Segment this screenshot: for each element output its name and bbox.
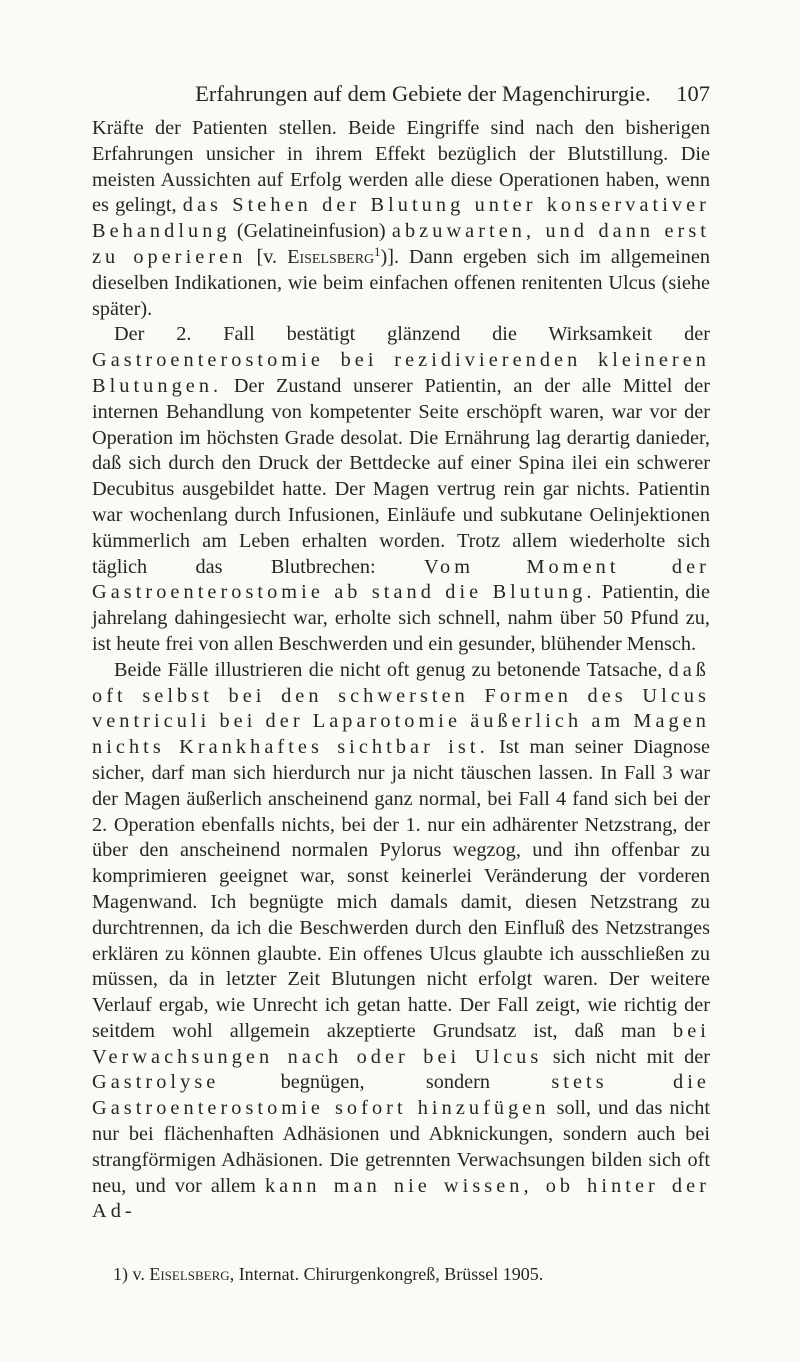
- emphasis-spaced: das Stehen der Blutung unter konservativer Behandlung: [92, 194, 710, 243]
- text-run: [v.: [246, 245, 288, 268]
- paragraph-2: [92, 322, 710, 657]
- emphasis-spaced: Vom Moment der Gastroenterostomie ab stand die Blutung.: [92, 555, 710, 604]
- text-run: sich nicht mit der: [542, 1045, 710, 1068]
- text-run: Der Zustand unserer Patientin, an der alle Mittel der internen Behandlung von kompetenter Seite erschöpft waren, war vor der Operation im höchsten Grade desolat. Die Ernährung lag derartig danieder, daß sich durch den Druck der Bettdecke auf einer Spina ilei ein schwerer Decubitus ausgebildet hatte. Der Magen vertrug rein gar nichts. Patientin war wochenlang durch Infusionen, Einläufe und subkutane Oelinjektionen kümmerlich am Leben erhalten worden. Trotz allem wiederholte sich täglich das Blutbrechen:: [92, 374, 710, 578]
- text-run: Ist man seiner Diagnose sicher, darf man sich hierdurch nur ja nicht täuschen lassen. In Fall 3 war der Magen äußerlich anscheinend ganz normal, bei Fall 4 fand sich bei der 2. Operation ebenfalls nichts, bei der 1. nur ein adhärenter Netzstrang, der über den anscheinend normalen Pylorus wegzog, und ihn offenbar zu komprimieren geeignet war, sonst keinerlei Veränderung der vorderen Magenwand. Ich begnügte mich damals damit, diesen Netzstrang zu durchtrennen, da ich die Beschwerden durch den Einfluß des Netzstranges erklären zu können glaubte. Ein offenes Ulcus glaubte ich ausschließen zu müssen, da in letzter Zeit Blutungen nicht erfolgt waren. Der weitere Verlauf ergab, wie Unrecht ich getan hatte. Der Fall zeigt, wie richtig der seitdem wohl allgemein akzeptierte Grundsatz ist, daß man: [92, 736, 710, 1042]
- emphasis-spaced: daß oft selbst bei den schwersten Formen des Ulcus ventriculi bei der Laparotomie äußerlich am Magen nichts Krankhaftes sichtbar ist.: [92, 658, 710, 759]
- footnote: [92, 1262, 710, 1286]
- text-run: )]. Dann ergeben sich im allgemeinen dieselben Indikationen, wie beim einfachen offenen renitenten Ulcus (siehe später).: [92, 245, 710, 320]
- page-number: 107: [676, 81, 710, 106]
- author-name: Eiselsberg: [287, 245, 375, 268]
- text-run: Beide Fälle illustrieren die nicht oft genug zu betonende Tatsache,: [114, 658, 669, 681]
- paragraph-1: [92, 116, 710, 322]
- paragraph-3: [92, 658, 710, 1226]
- emphasis-spaced: Gastrolyse: [92, 1071, 220, 1094]
- emphasis-spaced: bei Verwachsungen nach oder bei Ulcus: [92, 1019, 710, 1068]
- text-run: Patientin, die jahrelang dahingesiecht war, erholte sich schnell, nahm über 50 Pfund zu, ist heute frei von allen Beschwerden und ein gesunder, blühender Mensch.: [92, 581, 711, 655]
- running-title: Erfahrungen auf dem Gebiete der Magenchirurgie.: [195, 81, 651, 106]
- author-name: Eiselsberg: [149, 1264, 230, 1284]
- running-header: [92, 78, 710, 110]
- emphasis-spaced: kann man nie wissen, ob hinter der Ad-: [92, 1174, 711, 1223]
- emphasis-spaced: abzuwarten, und dann erst zu operieren: [92, 220, 710, 268]
- text-run: (Gelatineinfusion): [230, 220, 392, 243]
- emphasis-spaced: stets die Gastroenterostomie sofort hinzufügen: [92, 1071, 710, 1120]
- text-run: begnügen, sondern: [219, 1071, 552, 1094]
- text-run: Der 2. Fall bestätigt glänzend die Wirksamkeit der: [114, 323, 710, 346]
- text-run: v.: [128, 1264, 150, 1284]
- footnote-ref: 1: [374, 245, 381, 260]
- body-text: [92, 116, 710, 1225]
- text-run: soll, und das nicht nur bei flächenhaften Adhäsionen und Abknickungen, sondern auch bei strangförmigen Adhäsionen. Die getrennten Verwachsungen bilden sich oft neu, und vor allem: [92, 1097, 710, 1197]
- text-run: , Internat. Chirurgenkongreß, Brüssel 1905.: [229, 1264, 544, 1284]
- footnote-marker: 1): [113, 1264, 128, 1284]
- emphasis-spaced: Gastroenterostomie bei rezidivierenden kleineren Blutungen.: [92, 349, 710, 397]
- text-run: Kräfte der Patienten stellen. Beide Eingriffe sind nach den bisherigen Erfahrungen unsicher in ihrem Effekt bezüglich der Blutstillung. Die meisten Aussichten auf Erfolg werden alle diese Operationen haben, wenn es gelingt,: [92, 117, 710, 217]
